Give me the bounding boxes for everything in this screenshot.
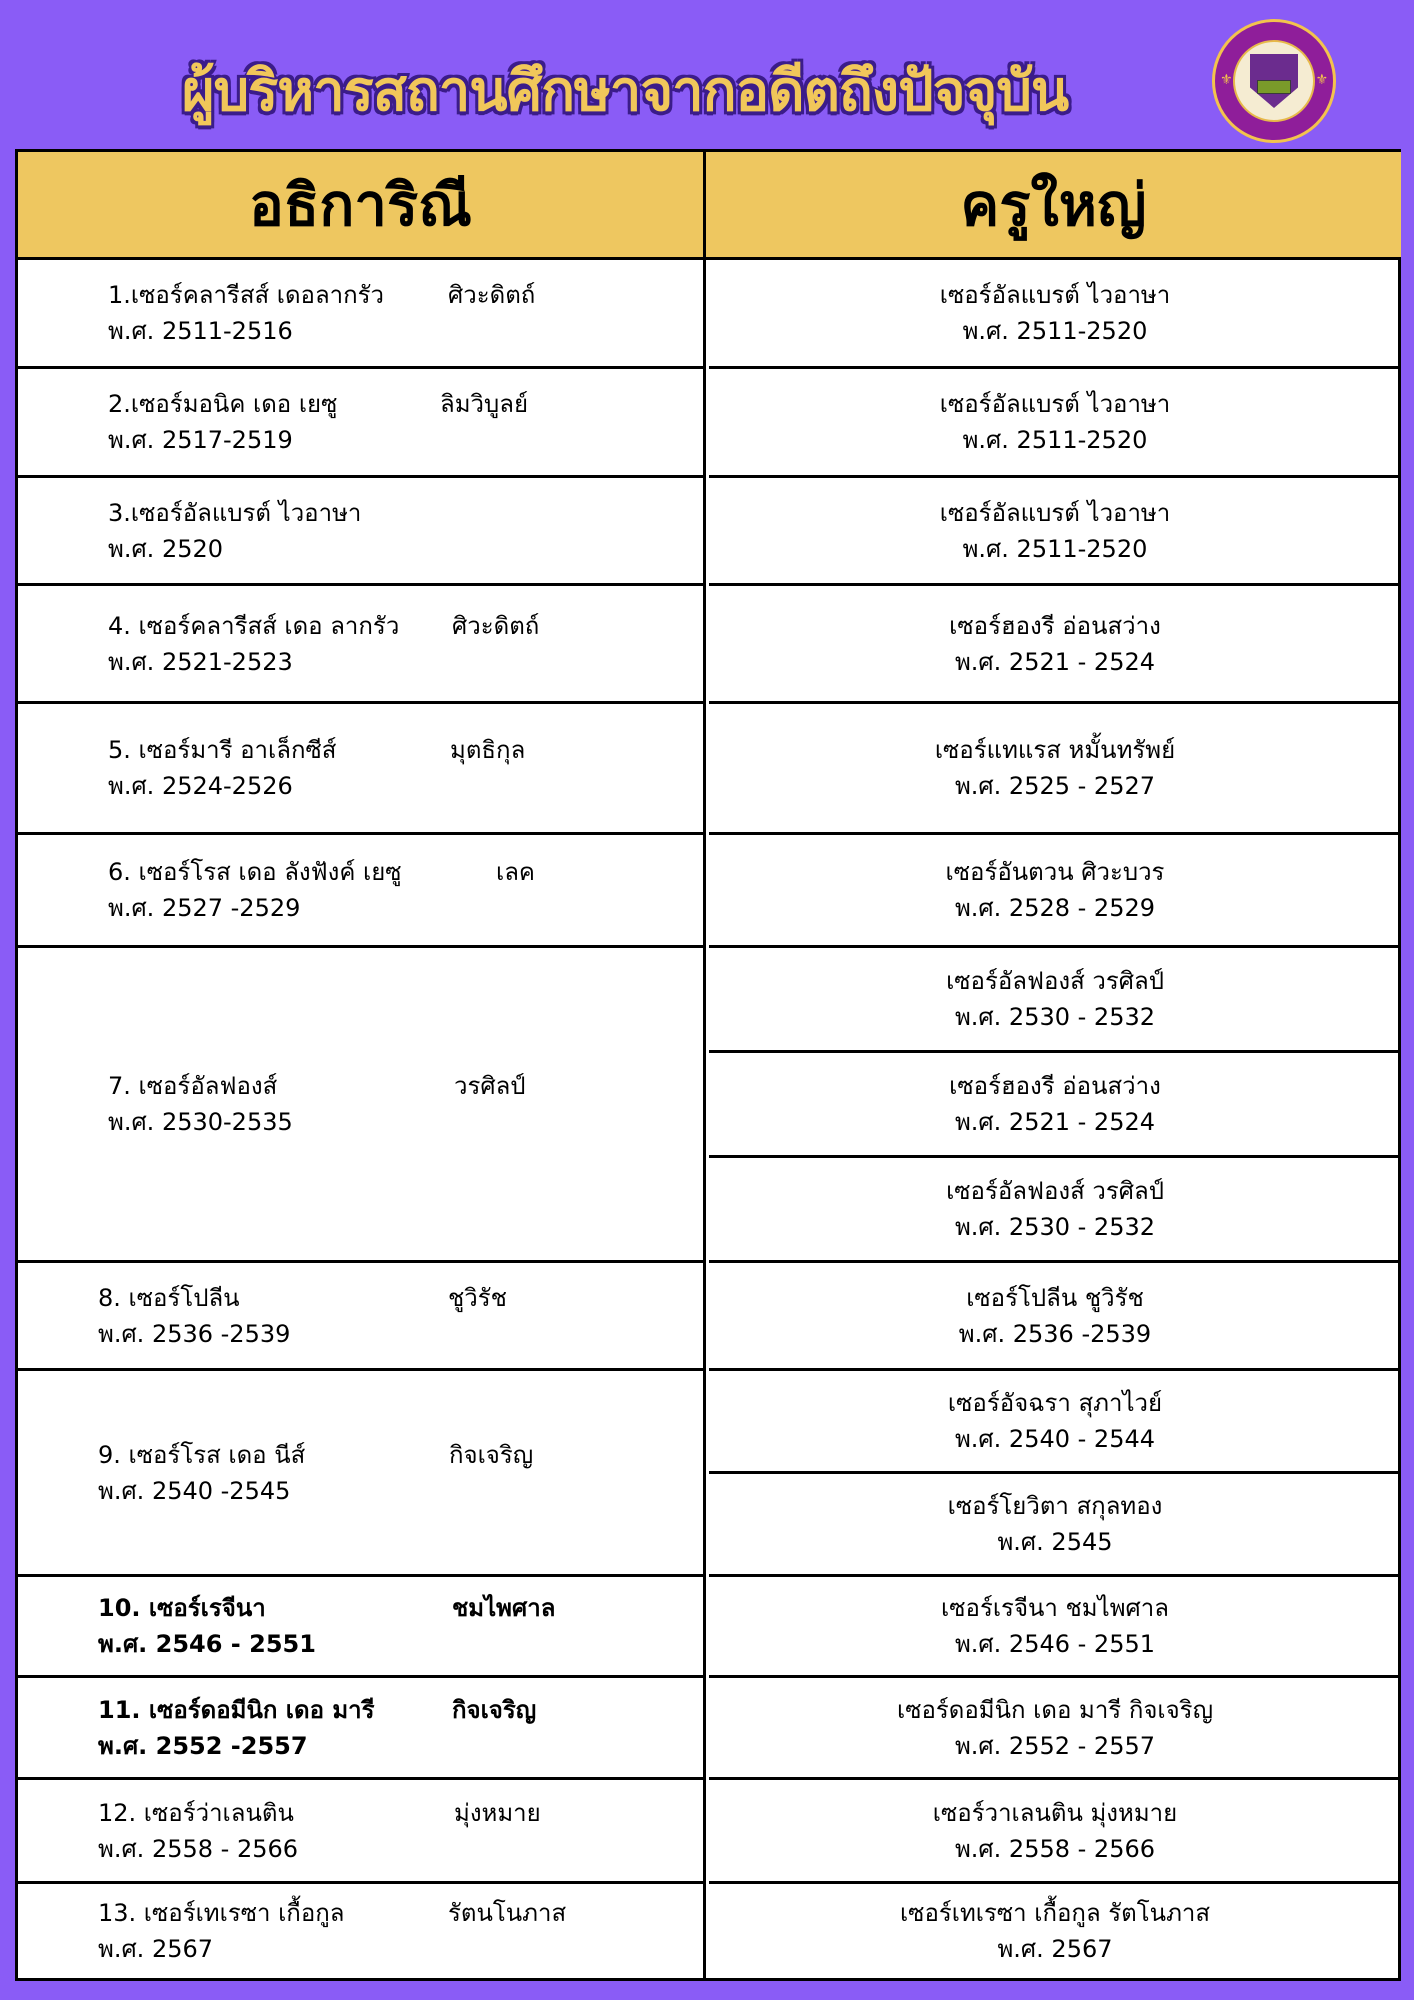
principal-row [709, 478, 1401, 586]
rector-row [18, 1577, 706, 1678]
principal-name: เซอร์อัลแบรต์ ไวอาษา [939, 281, 1171, 309]
principal-years: พ.ศ. 2521 - 2524 [954, 1108, 1155, 1136]
rector-surname: เลค [496, 858, 535, 886]
rector-years: พ.ศ. 2524-2526 [108, 772, 293, 800]
rector-row [18, 948, 706, 1263]
principal-name: เซอร์อัลแบรต์ ไวอาษา [939, 498, 1171, 527]
principal-row [709, 1780, 1401, 1884]
rector-row [18, 586, 706, 704]
principal-name: เซอร์อัลแบรต์ ไวอาษา [939, 390, 1171, 418]
fleur-de-lis-icon: ⚜ [1220, 72, 1233, 88]
rector-surname: ชูวิรัช [448, 1283, 507, 1312]
principal-years: พ.ศ. 2545 [997, 1528, 1113, 1556]
rector-years: พ.ศ. 2558 - 2566 [98, 1834, 299, 1863]
rector-surname: ชมไพศาล [452, 1594, 556, 1622]
rector-years: พ.ศ. 2517-2519 [108, 426, 293, 454]
rector-row [18, 835, 706, 948]
rector-name: 13. เซอร์เทเรซา เกื้อกูล [98, 1899, 345, 1927]
principal-name: เซอร์วาเลนติน มุ่งหมาย [932, 1798, 1178, 1827]
principal-years: พ.ศ. 2530 - 2532 [954, 1213, 1155, 1241]
rector-surname: มุ่งหมาย [454, 1798, 541, 1827]
principal-years: พ.ศ. 2511-2520 [962, 426, 1148, 454]
rector-years: พ.ศ. 2546 - 2551 [98, 1630, 316, 1658]
rector-surname: กิจเจริญ [449, 1440, 534, 1469]
rector-surname: กิจเจริญ [452, 1695, 537, 1724]
rector-name: 8. เซอร์โปลีน [98, 1283, 240, 1312]
rector-years: พ.ศ. 2521-2523 [108, 647, 293, 676]
rector-row [18, 1371, 706, 1577]
principal-row [709, 586, 1401, 704]
administrators-table [15, 149, 1401, 1981]
fleur-de-lis-icon: ⚜ [1315, 72, 1328, 88]
rector-name: 9. เซอร์โรส เดอ นีส์ [98, 1440, 306, 1469]
principal-row [709, 1263, 1401, 1371]
rector-column-header: อธิการิณี [18, 152, 706, 260]
rector-row [18, 1884, 706, 1981]
rector-row [18, 1780, 706, 1884]
principal-row [709, 369, 1401, 478]
principal-name: เซอร์อัลฟองส์ วรศิลป์ [946, 1177, 1164, 1205]
rector-row [18, 704, 706, 835]
principal-name: เซอร์เรจีนา ชมไพศาล [941, 1594, 1169, 1622]
rector-name: 12. เซอร์ว่าเลนติน [98, 1798, 294, 1827]
principal-years: พ.ศ. 2567 [997, 1935, 1113, 1963]
rector-name: 2.เซอร์มอนิค เดอ เยซู [108, 390, 338, 418]
rector-years: พ.ศ. 2536 -2539 [98, 1319, 291, 1348]
rector-row [18, 1263, 706, 1371]
rector-name: 4. เซอร์คลารีสส์ เดอ ลากรัว [108, 611, 400, 640]
rector-years: พ.ศ. 2567 [98, 1935, 214, 1963]
principal-name: เซอร์เทเรซา เกื้อกูล รัตโนภาส [899, 1899, 1211, 1927]
principal-years: พ.ศ. 2525 - 2527 [954, 772, 1155, 800]
principal-row [709, 1371, 1401, 1474]
rector-name: 3.เซอร์อัลแบรต์ ไวอาษา [108, 498, 362, 527]
rector-surname: ลิมวิบูลย์ [440, 390, 529, 418]
principal-row [709, 1474, 1401, 1577]
principal-name: เซอร์โยวิตา สกุลทอง [947, 1492, 1163, 1520]
principal-years: พ.ศ. 2530 - 2532 [954, 1003, 1155, 1031]
rector-row [18, 369, 706, 478]
rector-surname: ศิวะดิตถ์ [448, 281, 536, 309]
principal-years: พ.ศ. 2552 - 2557 [954, 1731, 1155, 1760]
rector-name: 5. เซอร์มารี อาเล็กซีส์ [108, 736, 337, 764]
school-emblem-icon [1212, 19, 1336, 143]
rector-row [18, 1678, 706, 1780]
principal-row [709, 704, 1401, 835]
rector-surname: รัตนโนภาส [448, 1899, 567, 1927]
rector-row [18, 478, 706, 586]
rector-row [18, 260, 706, 369]
principal-row [709, 835, 1401, 948]
principal-name: เซอร์แทแรส หมั้นทรัพย์ [934, 736, 1176, 764]
principal-years: พ.ศ. 2528 - 2529 [954, 894, 1155, 922]
principal-row [709, 1884, 1401, 1981]
principal-row [709, 1678, 1401, 1780]
principal-row [709, 948, 1401, 1053]
rector-name: 10. เซอร์เรจีนา [98, 1594, 266, 1622]
principal-years: พ.ศ. 2546 - 2551 [954, 1630, 1155, 1658]
principal-years: พ.ศ. 2536 -2539 [958, 1319, 1152, 1348]
principal-name: เซอร์ฮองรี อ่อนสว่าง [949, 1072, 1161, 1100]
rector-years: พ.ศ. 2527 -2529 [108, 894, 301, 922]
principal-name: เซอร์อัจฉรา สุภาไวย์ [947, 1389, 1163, 1417]
rector-name: 1.เซอร์คลารีสส์ เดอลากรัว [108, 281, 385, 309]
rector-surname: วรศิลป์ [454, 1072, 526, 1100]
principal-column-header: ครูใหญ่ [706, 152, 1401, 260]
principal-years: พ.ศ. 2511-2520 [962, 534, 1148, 563]
principal-row [709, 1158, 1401, 1263]
rector-years: พ.ศ. 2511-2516 [108, 317, 293, 345]
principal-row [709, 1577, 1401, 1678]
page-title: ผู้บริหารสถานศึกษาจากอดีตถึงปัจจุบัน [181, 58, 1069, 124]
principal-row [709, 260, 1401, 369]
rector-years: พ.ศ. 2540 -2545 [98, 1476, 291, 1505]
principal-years: พ.ศ. 2558 - 2566 [954, 1834, 1155, 1863]
principal-years: พ.ศ. 2540 - 2544 [954, 1425, 1155, 1453]
rector-years: พ.ศ. 2530-2535 [108, 1108, 293, 1136]
rector-name: 7. เซอร์อัลฟองส์ [108, 1072, 278, 1100]
rector-name: 11. เซอร์ดอมีนิก เดอ มารี [98, 1695, 375, 1724]
rector-name: 6. เซอร์โรส เดอ ลังฟังค์ เยซู [108, 858, 402, 886]
principal-years: พ.ศ. 2521 - 2524 [954, 647, 1155, 676]
rector-surname: มุตธิกุล [450, 736, 526, 764]
rector-years: พ.ศ. 2520 [108, 534, 224, 563]
principal-name: เซอร์อันตวน ศิวะบวร [945, 858, 1165, 886]
principal-years: พ.ศ. 2511-2520 [962, 317, 1148, 345]
rector-surname: ศิวะดิตถ์ [452, 611, 540, 640]
principal-row [709, 1053, 1401, 1158]
principal-name: เซอร์ดอมีนิก เดอ มารี กิจเจริญ [896, 1695, 1214, 1724]
principal-name: เซอร์ฮองรี อ่อนสว่าง [949, 611, 1161, 640]
rector-years: พ.ศ. 2552 -2557 [98, 1731, 308, 1760]
principal-name: เซอร์โปลีน ชูวิรัช [966, 1283, 1144, 1312]
principal-name: เซอร์อัลฟองส์ วรศิลป์ [946, 967, 1164, 995]
